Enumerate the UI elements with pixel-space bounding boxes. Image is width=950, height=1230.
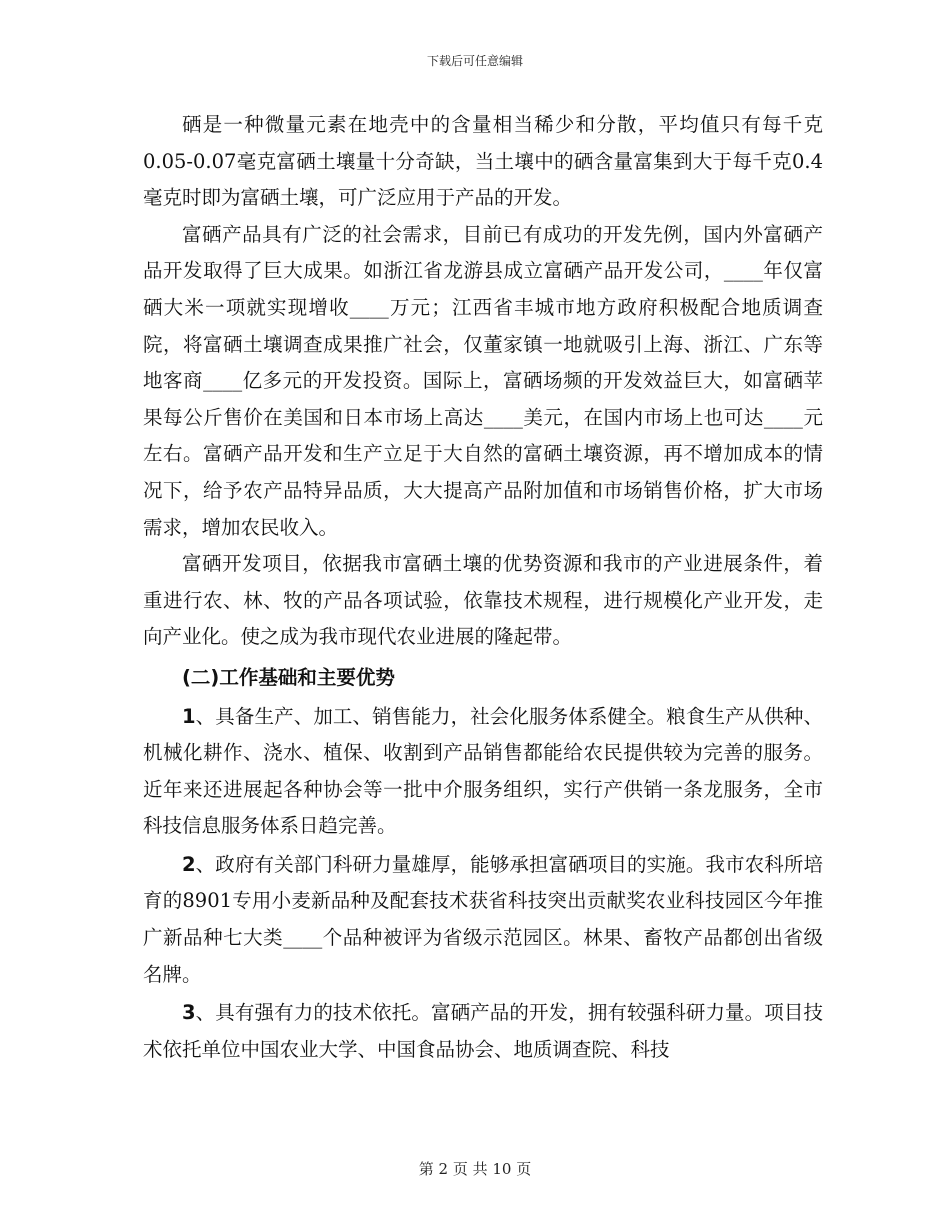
document-body (143, 107, 823, 1068)
list-item-text: 、政府有关部门科研力量雄厚，能够承担富硒项目的实施。我市农科所培育的8901专用小麦新品种及配套技术获省科技突出贡献奖农业科技园区今年推广新品种七大类____个品种被评为省级示范园区。林果、畜牧产品都创出省级名牌。 (143, 852, 823, 986)
paragraph-project-plan: 富硒开发项目，依据我市富硒土壤的优势资源和我市的产业进展条件，着重进行农、林、牧的产品各项试验，依靠技术规程，进行规模化产业开发，走向产业化。使之成为我市现代农业进展的隆起带。 (143, 552, 823, 649)
list-item-text: 、具备生产、加工、销售能力，社会化服务体系健全。粮食生产从供种、机械化耕作、浇水、植保、收割到产品销售都能给农民提供较为完善的服务。近年来还进展起各种协会等一批中介服务组织，实行产供销一条龙服务，全市科技信息服务体系日趋完善。 (143, 704, 823, 838)
page-footer-pagination: 第 2 页 共 10 页 (418, 1160, 532, 1178)
section-heading: (二)工作基础和主要优势 (182, 665, 395, 689)
list-item-number: 1 (182, 704, 196, 728)
paragraph-selenium-intro: 硒是一种微量元素在地壳中的含量相当稀少和分散，平均值只有每千克0.05-0.07毫克富硒土壤量十分奇缺，当土壤中的硒含量富集到大于每千克0.4毫克时即为富硒土壤，可广泛应用于产品的开发。 (143, 113, 823, 210)
list-item-1 (143, 699, 823, 845)
list-item-2 (143, 847, 823, 993)
paragraph-market-demand: 富硒产品具有广泛的社会需求，目前已有成功的开发先例，国内外富硒产品开发取得了巨大成果。如浙江省龙游县成立富硒产品开发公司，____年仅富硒大米一项就实现增收____万元；江西省丰城市地方政府积极配合地质调查院，将富硒土壤调查成果推广社会，仅董家镇一地就吸引上海、浙江、广东等地客商____亿多元的开发投资。国际上，富硒场频的开发效益巨大，如富硒苹果每公斤售价在美国和日本市场上高达____美元，在国内市场上也可达____元左右。富硒产品开发和生产立足于大自然的富硒土壤资源，再不增加成本的情况下，给予农产品特异品质，大大提高产品附加值和市场销售价格，扩大市场需求，增加农民收入。 (143, 222, 823, 539)
list-item-number: 2 (182, 852, 196, 876)
list-item-number: 3 (182, 1001, 196, 1025)
list-item-3 (143, 995, 823, 1068)
list-item-text: 、具有强有力的技术依托。富硒产品的开发，拥有较强科研力量。项目技术依托单位中国农业大学、中国食品协会、地质调查院、科技 (143, 1001, 823, 1061)
page-header-note: 下载后可任意编辑 (426, 54, 523, 68)
